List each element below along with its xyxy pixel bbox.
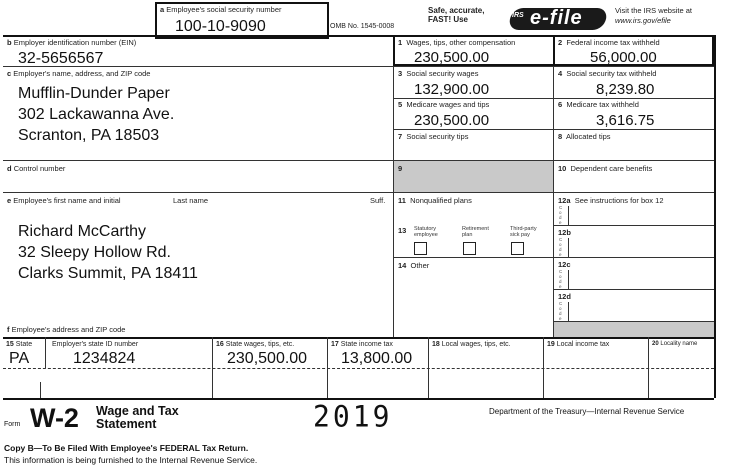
box-16-label: 16 State wages, tips, etc. [216, 341, 295, 348]
box-1-value: 230,500.00 [414, 49, 490, 66]
employer-city: Scranton, PA 18503 [18, 127, 160, 144]
box-9-shaded [394, 161, 553, 192]
efile-logo-text: e-file [530, 7, 583, 29]
employer-name: Mufflin-Dunder Paper [18, 85, 170, 102]
box-4-label: 4 Social security tax withheld [558, 69, 657, 78]
employer-state-id-label: Employer's state ID number [52, 341, 139, 348]
box-2-label: 2 Federal income tax withheld [558, 38, 660, 47]
box-17-label: 17 State income tax [331, 341, 393, 348]
box-9-label: 9 [398, 164, 403, 173]
box-f-label: f Employee's address and ZIP code [7, 325, 126, 334]
box-2-value: 56,000.00 [590, 49, 657, 66]
ein-value: 32-5656567 [18, 50, 104, 67]
tax-year: 2019 [313, 399, 393, 434]
box-12c-code-label: C o d e [559, 269, 563, 289]
box-12a-label: 12a See instructions for box 12 [558, 196, 664, 205]
box-e-label: e Employee's first name and initial [7, 196, 121, 205]
employee-street: 32 Sleepy Hollow Rd. [18, 244, 171, 261]
last-name-label: Last name [173, 196, 209, 205]
visit-irs-text: Visit the IRS website at [615, 6, 692, 15]
form-name-w2: W-2 [30, 403, 79, 433]
suffix-label: Suff. [370, 196, 386, 205]
box-c-label: c Employer's name, address, and ZIP code [7, 69, 151, 78]
box-5-value: 230,500.00 [414, 112, 490, 129]
box-12c-label: 12c [558, 260, 571, 269]
retirement-plan-label: Retirement plan [462, 226, 489, 238]
state-id-value: 1234824 [73, 350, 136, 367]
copy-b-line: Copy B—To Be Filed With Employee's FEDERAL Tax Return. [4, 443, 249, 453]
box-12d-code-label: C o d e [559, 301, 563, 321]
state-tax-value: 13,800.00 [341, 350, 413, 367]
box-3-value: 132,900.00 [414, 81, 490, 98]
box-13-label: 13 [398, 226, 407, 235]
box-15-label: 15 State [6, 341, 33, 348]
box-4-value: 8,239.80 [596, 81, 655, 98]
state-value: PA [9, 350, 30, 367]
box-d-label: d Control number [7, 164, 66, 173]
box-6-label: 6 Medicare tax withheld [558, 100, 639, 109]
box-12b-label: 12b [558, 228, 571, 237]
fast-use-text: FAST! Use [428, 15, 469, 24]
statutory-employee-label: Statutory employee [414, 226, 438, 238]
employee-name: Richard McCarthy [18, 223, 147, 240]
third-party-sick-pay-label: Third-party sick pay [510, 226, 537, 238]
box-b-label: b Employer identification number (EIN) [7, 38, 137, 47]
ssn-value: 100-10-9090 [175, 18, 266, 35]
box-5-label: 5 Medicare wages and tips [398, 100, 490, 109]
box-12d-label: 12d [558, 292, 571, 301]
employer-street: 302 Lackawanna Ave. [18, 106, 175, 123]
box-8-label: 8 Allocated tips [558, 132, 611, 141]
irs-efile-url: www.irs.gov/efile [615, 16, 671, 25]
third-party-sick-pay-checkbox[interactable] [511, 242, 524, 255]
omb-number: OMB No. 1545-0008 [330, 23, 395, 30]
irs-logo-text: IRS [512, 12, 524, 19]
box-10-label: 10 Dependent care benefits [558, 164, 653, 173]
state-wages-value: 230,500.00 [227, 350, 308, 367]
employee-city: Clarks Summit, PA 18411 [18, 265, 198, 282]
box-20-label: 20 Locality name [652, 341, 698, 347]
box-12b-code-label: C o d e [559, 237, 563, 257]
retirement-plan-checkbox[interactable] [463, 242, 476, 255]
box-14-label: 14 Other [398, 261, 430, 270]
form-title-line1: Wage and Tax [96, 404, 179, 418]
box-1-label: 1 Wages, tips, other compensation [398, 38, 516, 47]
box-7-label: 7 Social security tips [398, 132, 469, 141]
safe-accurate-text: Safe, accurate, [428, 6, 485, 15]
box-12a-code-label: C o d e [559, 205, 563, 225]
box-a-label: a Employee's social security number [160, 5, 282, 14]
box-11-label: 11 Nonqualified plans [398, 196, 472, 205]
form-title-line2: Statement [96, 417, 157, 431]
box-19-label: 19 Local income tax [547, 341, 610, 348]
box-6-value: 3,616.75 [596, 112, 655, 129]
box-3-label: 3 Social security wages [398, 69, 479, 78]
info-line: This information is being furnished to the Internal Revenue Service. [4, 455, 258, 465]
department-text: Department of the Treasury—Internal Revenue Service [489, 407, 685, 416]
box-12-bottom-shaded [554, 322, 714, 337]
statutory-employee-checkbox[interactable] [414, 242, 427, 255]
box-18-label: 18 Local wages, tips, etc. [432, 341, 511, 348]
form-word: Form [4, 421, 21, 428]
